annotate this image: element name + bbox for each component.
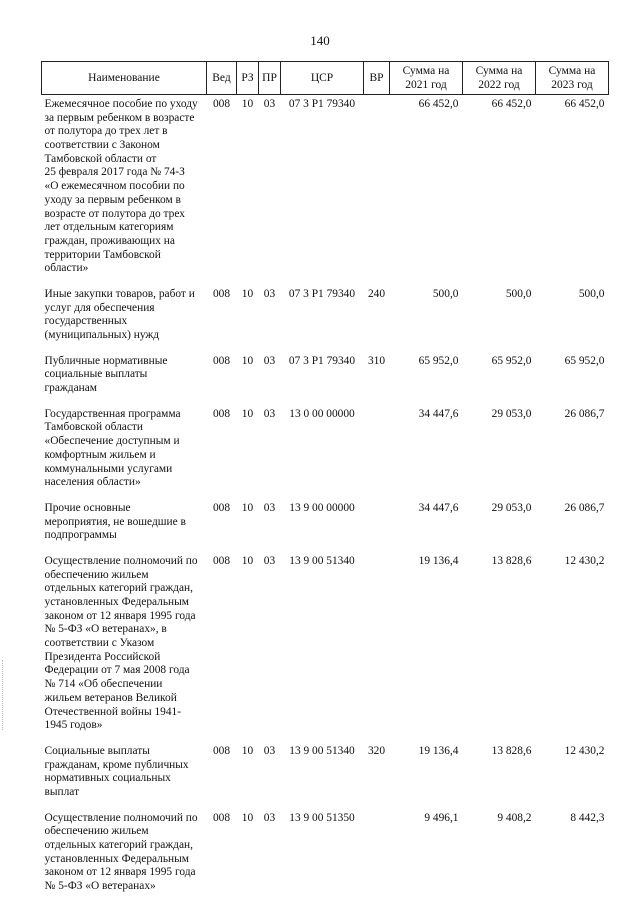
name-line: государственных bbox=[44, 315, 128, 328]
cell-name bbox=[42, 352, 207, 405]
cell-sum-2023: 65 952,0 bbox=[564, 354, 605, 367]
cell-vr bbox=[364, 499, 390, 552]
name-line: граждан, проживающих на bbox=[44, 234, 175, 247]
header-vr: ВР bbox=[364, 62, 390, 95]
cell-sum-2022: 13 828,6 bbox=[491, 744, 532, 757]
cell-ved: 008 bbox=[212, 407, 231, 420]
name-line: Тамбовской области bbox=[44, 421, 143, 434]
cell-csr: 07 3 Р1 79340 bbox=[288, 287, 356, 300]
cell-ved: 008 bbox=[212, 554, 231, 567]
cell-vr: 310 bbox=[367, 354, 386, 367]
name-line: Отечественной войны 1941- bbox=[44, 705, 182, 718]
header-csr: ЦСР bbox=[281, 62, 364, 95]
cell-vr bbox=[364, 95, 390, 285]
cell-csr: 13 9 00 51340 bbox=[289, 744, 355, 757]
table-row bbox=[42, 499, 609, 552]
name-line: 1945 годов» bbox=[44, 719, 103, 732]
cell-sum-2023: 12 430,2 bbox=[564, 744, 605, 757]
name-line: услуг для обеспечения bbox=[44, 301, 155, 314]
cell-pr: 03 bbox=[263, 811, 276, 824]
table-row bbox=[42, 552, 609, 742]
cell-vr bbox=[364, 552, 390, 742]
name-line: уходу за первым ребенком в bbox=[44, 193, 181, 206]
name-line: коммунальными услугами bbox=[44, 462, 173, 475]
name-line: отдельных категорий граждан, bbox=[44, 582, 193, 595]
name-line: Прочие основные bbox=[44, 501, 131, 514]
name-line: Государственная программа bbox=[44, 407, 181, 420]
cell-ved: 008 bbox=[212, 501, 231, 514]
name-line: № 5-ФЗ «О ветеранах», в bbox=[44, 623, 167, 636]
name-line: соответствии с Указом bbox=[44, 637, 155, 650]
header-sum-2021: Сумма на 2021 год bbox=[390, 62, 463, 95]
margin-scan-mark bbox=[2, 660, 6, 730]
cell-rz: 10 bbox=[241, 354, 254, 367]
cell-sum-2022: 500,0 bbox=[505, 287, 532, 300]
header-ved: Вед bbox=[207, 62, 237, 95]
page-number: 140 bbox=[310, 33, 330, 48]
cell-sum-2021: 500,0 bbox=[432, 287, 459, 300]
name-line: соответствии с Законом bbox=[44, 139, 160, 152]
name-line: лет отдельным категориям bbox=[44, 221, 174, 234]
name-line: (муниципальных) нужд bbox=[44, 329, 160, 341]
cell-vr bbox=[364, 809, 390, 903]
name-line: жильем ветеранов Великой bbox=[44, 691, 177, 704]
cell-pr: 03 bbox=[263, 354, 276, 367]
name-line: от полутора до трех лет в bbox=[44, 125, 168, 138]
cell-sum-2021: 34 447,6 bbox=[418, 407, 459, 420]
cell-sum-2022: 9 408,2 bbox=[497, 811, 532, 824]
table-row bbox=[42, 285, 609, 352]
cell-name bbox=[42, 499, 207, 552]
cell-rz: 10 bbox=[241, 554, 254, 567]
cell-csr: 07 3 Р1 79340 bbox=[288, 98, 356, 110]
cell-pr: 03 bbox=[263, 287, 276, 300]
name-line: Публичные нормативные bbox=[44, 354, 168, 367]
header-rz: РЗ bbox=[237, 62, 259, 95]
cell-pr: 03 bbox=[263, 554, 276, 567]
table-header-row bbox=[42, 62, 609, 95]
name-line: отдельных категорий граждан, bbox=[44, 839, 193, 851]
cell-pr: 03 bbox=[263, 98, 276, 110]
cell-sum-2023: 26 086,7 bbox=[564, 407, 605, 420]
name-line: комфортным жильем и bbox=[44, 448, 156, 461]
cell-pr: 03 bbox=[263, 407, 276, 420]
name-line: населения области» bbox=[44, 476, 141, 489]
name-line: за первым ребенком в возрасте bbox=[44, 111, 195, 124]
table-row bbox=[42, 405, 609, 499]
budget-table bbox=[41, 61, 609, 903]
cell-sum-2022: 66 452,0 bbox=[491, 98, 532, 110]
name-line: мероприятия, не вошедшие в bbox=[44, 515, 186, 528]
cell-rz: 10 bbox=[241, 287, 254, 300]
cell-pr: 03 bbox=[263, 501, 276, 514]
name-line: обеспечению жильем bbox=[44, 568, 149, 581]
name-line: Осуществление полномочий по bbox=[44, 554, 198, 567]
cell-rz: 10 bbox=[241, 98, 254, 110]
cell-sum-2023: 8 442,3 bbox=[570, 811, 605, 824]
name-line: территории Тамбовской bbox=[44, 248, 161, 261]
cell-sum-2023: 500,0 bbox=[578, 287, 605, 300]
cell-csr: 07 3 Р1 79340 bbox=[288, 354, 356, 367]
name-line: Иные закупки товаров, работ и bbox=[44, 287, 195, 300]
cell-sum-2022: 13 828,6 bbox=[491, 554, 532, 567]
header-pr: ПР bbox=[259, 62, 281, 95]
name-line: Социальные выплаты bbox=[44, 744, 150, 757]
cell-vr bbox=[364, 405, 390, 499]
name-line: законом от 12 января 1995 года bbox=[44, 609, 196, 622]
cell-sum-2021: 65 952,0 bbox=[418, 354, 459, 367]
name-line: обеспечению жильем bbox=[44, 825, 149, 838]
name-line: Федерации от 7 мая 2008 года bbox=[44, 664, 190, 677]
cell-sum-2022: 29 053,0 bbox=[491, 501, 532, 514]
cell-sum-2021: 66 452,0 bbox=[418, 98, 459, 110]
name-line: нормативных социальных bbox=[44, 772, 171, 785]
name-line: № 714 «Об обеспечении bbox=[44, 678, 163, 691]
cell-rz: 10 bbox=[241, 501, 254, 514]
name-line: Президента Российской bbox=[44, 650, 161, 663]
cell-name bbox=[42, 742, 207, 809]
cell-sum-2023: 12 430,2 bbox=[564, 554, 605, 567]
cell-sum-2021: 19 136,4 bbox=[418, 744, 459, 757]
name-line: возрасте от полутора до трех bbox=[44, 207, 185, 220]
cell-name bbox=[42, 405, 207, 499]
cell-name bbox=[42, 285, 207, 352]
cell-rz: 10 bbox=[241, 744, 254, 757]
header-name: Наименование bbox=[42, 62, 207, 95]
name-line: выплат bbox=[44, 785, 80, 798]
cell-sum-2022: 29 053,0 bbox=[491, 407, 532, 420]
name-line: Ежемесячное пособие по уходу bbox=[44, 98, 198, 110]
cell-vr: 240 bbox=[367, 287, 386, 300]
name-line: № 5-ФЗ «О ветеранах» bbox=[44, 880, 156, 893]
cell-ved: 008 bbox=[212, 354, 231, 367]
cell-sum-2021: 9 496,1 bbox=[424, 811, 459, 824]
name-line: установленных Федеральным bbox=[44, 596, 190, 608]
name-line: области» bbox=[44, 262, 89, 275]
cell-csr: 13 9 00 00000 bbox=[289, 501, 355, 514]
name-line: законом от 12 января 1995 года bbox=[44, 866, 196, 879]
name-line: гражданам bbox=[44, 382, 98, 395]
table-row bbox=[42, 95, 609, 285]
cell-rz: 10 bbox=[241, 811, 254, 824]
cell-sum-2021: 19 136,4 bbox=[418, 554, 459, 567]
name-line: установленных Федеральным bbox=[44, 852, 190, 865]
header-sum-2022: Сумма на 2022 год bbox=[463, 62, 536, 95]
header-sum-2023: Сумма на 2023 год bbox=[536, 62, 609, 95]
cell-ved: 008 bbox=[212, 811, 231, 824]
cell-csr: 13 9 00 51340 bbox=[289, 554, 355, 567]
name-line: Тамбовской области от bbox=[44, 152, 157, 165]
cell-ved: 008 bbox=[212, 287, 231, 300]
cell-vr: 320 bbox=[367, 744, 386, 757]
name-line: подпрограммы bbox=[44, 529, 117, 542]
cell-sum-2021: 34 447,6 bbox=[418, 501, 459, 514]
name-line: «О ежемесячном пособии по bbox=[44, 180, 185, 193]
cell-sum-2023: 26 086,7 bbox=[564, 501, 605, 514]
name-line: социальные выплаты bbox=[44, 368, 148, 381]
cell-sum-2022: 65 952,0 bbox=[491, 354, 532, 367]
cell-csr: 13 0 00 00000 bbox=[289, 407, 355, 420]
cell-sum-2023: 66 452,0 bbox=[564, 98, 605, 110]
name-line: Осуществление полномочий по bbox=[44, 811, 198, 824]
cell-name bbox=[42, 809, 207, 903]
cell-csr: 13 9 00 51350 bbox=[289, 811, 355, 824]
cell-pr: 03 bbox=[263, 744, 276, 757]
table-body bbox=[42, 95, 609, 903]
cell-name bbox=[42, 552, 207, 742]
name-line: «Обеспечение доступным и bbox=[44, 435, 180, 448]
name-line: гражданам, кроме публичных bbox=[44, 758, 189, 771]
cell-ved: 008 bbox=[212, 744, 231, 757]
cell-ved: 008 bbox=[212, 98, 231, 110]
cell-rz: 10 bbox=[241, 407, 254, 420]
table-row bbox=[42, 352, 609, 405]
table-row bbox=[42, 742, 609, 809]
table-row bbox=[42, 809, 609, 903]
name-line: 25 февраля 2017 года № 74-З bbox=[44, 166, 185, 179]
cell-name bbox=[42, 95, 207, 285]
